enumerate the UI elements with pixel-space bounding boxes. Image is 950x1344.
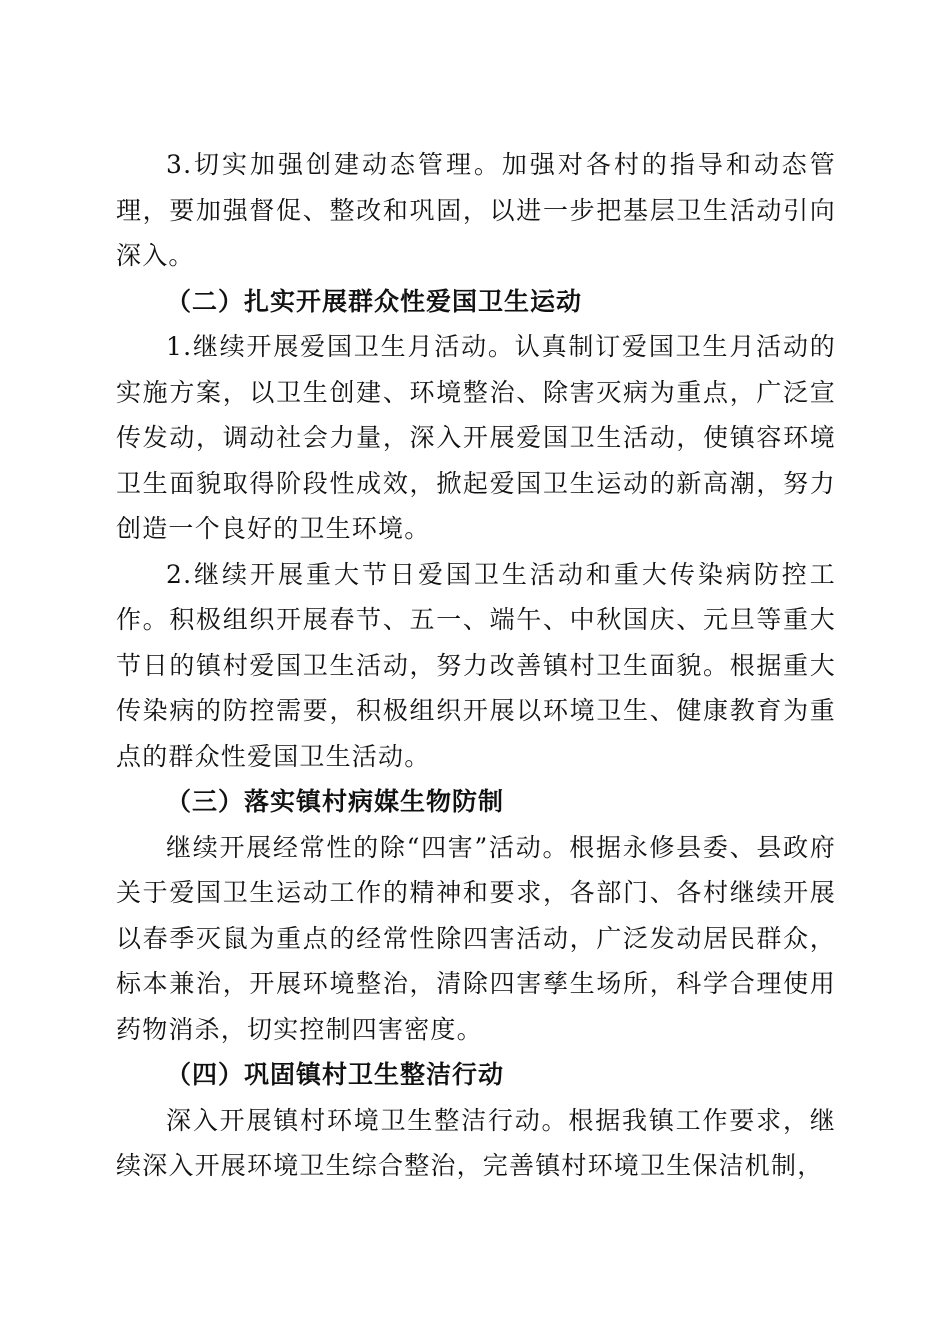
paragraph-item-3-dynamic-management: 3.切实加强创建动态管理。加强对各村的指导和动态管理，要加强督促、整改和巩固，以进一步把基层卫生活动引向深入。 [116,150,836,270]
paragraph-item-1-health-month: 1.继续开展爱国卫生月活动。认真制订爱国卫生月活动的实施方案，以卫生创建、环境整治、除害灭病为重点，广泛宣传发动，调动社会力量，深入开展爱国卫生活动，使镇容环境卫生面貌取得阶段性成效，掀起爱国卫生运动的新高潮，努力创造一个良好的卫生环境。 [116,332,836,543]
paragraph-item-2-holiday-activities: 2.继续开展重大节日爱国卫生活动和重大传染病防控工作。积极组织开展春节、五一、端午、中秋国庆、元旦等重大节日的镇村爱国卫生活动，努力改善镇村卫生面貌。根据重大传染病的防控需要，积极组织开展以环境卫生、健康教育为重点的群众性爱国卫生活动。 [116,559,836,771]
paragraph-pest-control: 继续开展经常性的除“四害”活动。根据永修县委、县政府关于爱国卫生运动工作的精神和要求，各部门、各村继续开展以春季灭鼠为重点的经常性除四害活动，广泛发动居民群众，标本兼治，开展环境整治，清除四害孳生场所，科学合理使用药物消杀，切实控制四害密度。 [116,832,836,1044]
section-heading-2: （二）扎实开展群众性爱国卫生运动 [166,286,583,316]
section-heading-4: （四）巩固镇村卫生整洁行动 [166,1060,505,1089]
paragraph-sanitation-action: 深入开展镇村环境卫生整洁行动。根据我镇工作要求，继续深入开展环境卫生综合整治，完善镇村环境卫生保洁机制， [116,1105,836,1180]
section-heading-3: （三）落实镇村病媒生物防制 [166,787,505,816]
document-body [116,142,836,1189]
